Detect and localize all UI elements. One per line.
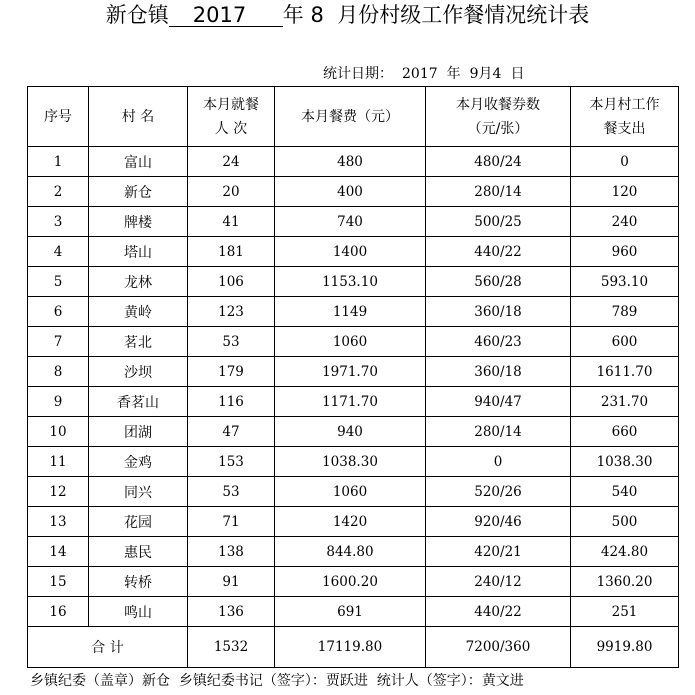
cell-village: 金鸡 [89, 447, 188, 477]
table-row [28, 177, 679, 207]
cell-village: 转桥 [89, 567, 188, 597]
cell-village: 黄岭 [89, 297, 188, 327]
cell-fee: 1038.30 [275, 447, 426, 477]
cell-expense: 251 [571, 597, 679, 627]
table-row [28, 507, 679, 537]
cell-diners: 47 [188, 417, 275, 447]
cell-village: 塔山 [89, 237, 188, 267]
cell-village: 富山 [89, 147, 188, 177]
title-prefix: 新仓镇 [105, 3, 169, 27]
cell-vouchers: 240/12 [426, 567, 571, 597]
cell-expense: 231.70 [571, 387, 679, 417]
cell-no: 10 [28, 417, 89, 447]
cell-diners: 20 [188, 177, 275, 207]
title-year-suffix: 年 [282, 3, 304, 27]
cell-diners: 153 [188, 447, 275, 477]
cell-vouchers: 360/18 [426, 297, 571, 327]
cell-fee: 1971.70 [275, 357, 426, 387]
cell-no: 6 [28, 297, 89, 327]
title-month: 8 [310, 3, 324, 27]
cell-no: 9 [28, 387, 89, 417]
cell-no: 2 [28, 177, 89, 207]
total-fee: 17119.80 [275, 627, 426, 668]
page-title [0, 2, 695, 28]
header-no: 序号 [28, 87, 89, 147]
signature-footer [30, 672, 524, 690]
cell-no: 15 [28, 567, 89, 597]
cell-village: 沙坝 [89, 357, 188, 387]
cell-expense: 660 [571, 417, 679, 447]
date-day-unit: 日 [510, 66, 525, 82]
table-row [28, 327, 679, 357]
cell-no: 14 [28, 537, 89, 567]
cell-fee: 480 [275, 147, 426, 177]
cell-diners: 91 [188, 567, 275, 597]
header-fee: 本月餐费（元） [275, 87, 426, 147]
table-row [28, 357, 679, 387]
cell-expense: 600 [571, 327, 679, 357]
header-village: 村 名 [89, 87, 188, 147]
cell-vouchers: 280/14 [426, 177, 571, 207]
cell-village: 香茗山 [89, 387, 188, 417]
date-month-day: 9月4 [469, 66, 502, 82]
cell-diners: 123 [188, 297, 275, 327]
cell-diners: 136 [188, 597, 275, 627]
date-year-unit: 年 [446, 66, 461, 82]
cell-vouchers: 420/21 [426, 537, 571, 567]
cell-vouchers: 460/23 [426, 327, 571, 357]
cell-expense: 960 [571, 237, 679, 267]
cell-no: 7 [28, 327, 89, 357]
total-label: 合 计 [28, 627, 188, 668]
cell-village: 惠民 [89, 537, 188, 567]
cell-diners: 181 [188, 237, 275, 267]
cell-expense: 789 [571, 297, 679, 327]
table-row [28, 447, 679, 477]
cell-diners: 138 [188, 537, 275, 567]
cell-fee: 940 [275, 417, 426, 447]
table-row [28, 207, 679, 237]
table-row [28, 297, 679, 327]
cell-fee: 844.80 [275, 537, 426, 567]
cell-expense: 500 [571, 507, 679, 537]
cell-vouchers: 520/26 [426, 477, 571, 507]
cell-fee: 400 [275, 177, 426, 207]
cell-expense: 1038.30 [571, 447, 679, 477]
cell-village: 花园 [89, 507, 188, 537]
cell-vouchers: 560/28 [426, 267, 571, 297]
cell-expense: 0 [571, 147, 679, 177]
cell-diners: 116 [188, 387, 275, 417]
cell-no: 5 [28, 267, 89, 297]
cell-village: 同兴 [89, 477, 188, 507]
cell-village: 茗北 [89, 327, 188, 357]
cell-expense: 1360.20 [571, 567, 679, 597]
cell-diners: 24 [188, 147, 275, 177]
table-row [28, 387, 679, 417]
cell-no: 1 [28, 147, 89, 177]
secretary-label: 乡镇纪委书记（签字）： [178, 673, 326, 689]
cell-no: 8 [28, 357, 89, 387]
title-suffix: 月份村级工作餐情况统计表 [337, 3, 590, 27]
cell-expense: 540 [571, 477, 679, 507]
cell-expense: 120 [571, 177, 679, 207]
cell-expense: 593.10 [571, 267, 679, 297]
cell-vouchers: 0 [426, 447, 571, 477]
table-row [28, 567, 679, 597]
table-row [28, 477, 679, 507]
header-row [28, 87, 679, 147]
header-expense: 本月村工作 餐支出 [571, 87, 679, 147]
table-row [28, 417, 679, 447]
cell-no: 16 [28, 597, 89, 627]
date-year: 2017 [402, 66, 438, 82]
cell-vouchers: 920/46 [426, 507, 571, 537]
secretary-value: 贾跃进 [325, 673, 368, 689]
table-row [28, 147, 679, 177]
cell-diners: 53 [188, 327, 275, 357]
cell-diners: 106 [188, 267, 275, 297]
cell-diners: 53 [188, 477, 275, 507]
cell-vouchers: 440/22 [426, 237, 571, 267]
statistics-date [323, 63, 533, 83]
cell-vouchers: 480/24 [426, 147, 571, 177]
cell-village: 团湖 [89, 417, 188, 447]
cell-diners: 179 [188, 357, 275, 387]
total-diners: 1532 [188, 627, 275, 668]
cell-vouchers: 500/25 [426, 207, 571, 237]
cell-vouchers: 940/47 [426, 387, 571, 417]
cell-fee: 691 [275, 597, 426, 627]
statistics-table [27, 86, 679, 668]
cell-village: 龙林 [89, 267, 188, 297]
cell-vouchers: 360/18 [426, 357, 571, 387]
cell-fee: 1420 [275, 507, 426, 537]
header-vouchers: 本月收餐券数 （元/张） [426, 87, 571, 147]
title-year: 2017 [169, 4, 283, 27]
cell-village: 新仓 [89, 177, 188, 207]
table-row [28, 237, 679, 267]
cell-vouchers: 280/14 [426, 417, 571, 447]
cell-fee: 1400 [275, 237, 426, 267]
cell-no: 4 [28, 237, 89, 267]
cell-fee: 1149 [275, 297, 426, 327]
cell-fee: 1060 [275, 477, 426, 507]
cell-no: 13 [28, 507, 89, 537]
cell-fee: 1171.70 [275, 387, 426, 417]
seal-value: 新仓 [142, 673, 170, 689]
total-vouchers: 7200/360 [426, 627, 571, 668]
cell-village: 鸣山 [89, 597, 188, 627]
seal-label: 乡镇纪委（盖章） [30, 673, 142, 689]
cell-fee: 1153.10 [275, 267, 426, 297]
header-diners: 本月就餐 人 次 [188, 87, 275, 147]
cell-expense: 240 [571, 207, 679, 237]
cell-village: 牌楼 [89, 207, 188, 237]
cell-expense: 1611.70 [571, 357, 679, 387]
cell-no: 12 [28, 477, 89, 507]
date-label: 统计日期： [323, 66, 393, 82]
cell-diners: 41 [188, 207, 275, 237]
cell-expense: 424.80 [571, 537, 679, 567]
total-row [28, 627, 679, 668]
table-row [28, 537, 679, 567]
table-row [28, 267, 679, 297]
cell-vouchers: 440/22 [426, 597, 571, 627]
cell-no: 11 [28, 447, 89, 477]
statistician-value: 黄文进 [481, 673, 524, 689]
total-expense: 9919.80 [571, 627, 679, 668]
cell-fee: 1060 [275, 327, 426, 357]
cell-no: 3 [28, 207, 89, 237]
statistician-label: 统计人（签字）： [376, 673, 482, 689]
cell-fee: 740 [275, 207, 426, 237]
cell-diners: 71 [188, 507, 275, 537]
table-row [28, 597, 679, 627]
cell-fee: 1600.20 [275, 567, 426, 597]
